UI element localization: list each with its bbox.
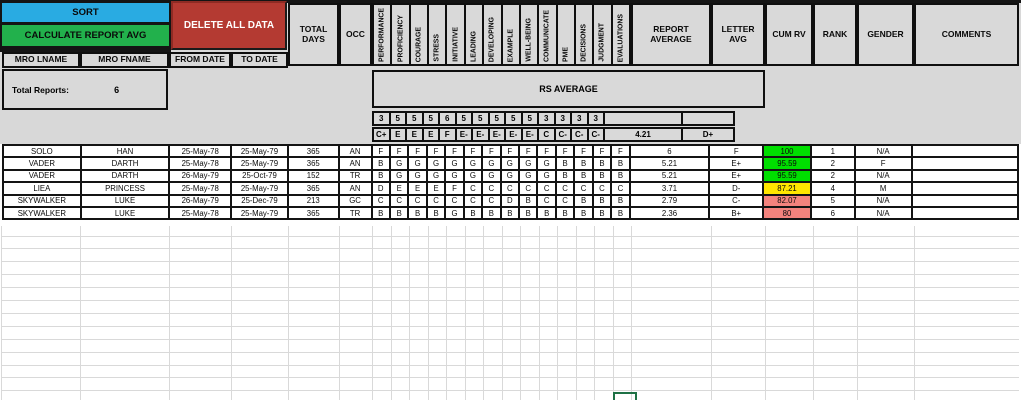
cell-occ[interactable]: AN bbox=[340, 158, 373, 168]
cell-cum-rv[interactable]: 95.59 bbox=[764, 171, 812, 181]
summary-letter-cell[interactable]: E- bbox=[504, 127, 523, 142]
cell-total-days[interactable]: 365 bbox=[289, 146, 340, 156]
cell-gender[interactable]: N/A bbox=[856, 196, 913, 206]
rated-header-label: PROFICIENCY bbox=[397, 14, 405, 62]
delete-all-data-button[interactable]: DELETE ALL DATA bbox=[171, 1, 287, 50]
cell-grade[interactable]: B bbox=[428, 208, 446, 218]
summary-letter-cell[interactable]: E bbox=[405, 127, 424, 142]
cell-grade[interactable]: F bbox=[373, 146, 391, 156]
cell-to-date[interactable]: 25-May-79 bbox=[232, 208, 289, 218]
cell-total-days[interactable]: 213 bbox=[289, 196, 340, 206]
cell-to-date[interactable]: 25-May-79 bbox=[232, 146, 289, 156]
cell-grade[interactable]: C bbox=[428, 196, 446, 206]
cell-lname[interactable]: SKYWALKER bbox=[4, 208, 82, 218]
cell-grade[interactable]: G bbox=[428, 171, 446, 181]
total-reports-value: 6 bbox=[114, 84, 120, 95]
cell-grade[interactable]: G bbox=[502, 171, 520, 181]
cell-grade[interactable]: G bbox=[465, 158, 483, 168]
cell-gender[interactable]: M bbox=[856, 183, 913, 193]
cell-report-average[interactable]: 5.21 bbox=[631, 158, 711, 168]
rated-header-label: COURAGE bbox=[415, 26, 423, 62]
cell-from-date[interactable]: 25-May-78 bbox=[170, 183, 232, 193]
gridline bbox=[1, 248, 1019, 249]
rated-header-label: JUDGMENT bbox=[598, 23, 606, 62]
cell-grade[interactable]: G bbox=[446, 158, 464, 168]
table-row bbox=[2, 169, 1019, 183]
table-row bbox=[2, 144, 1019, 158]
calculate-report-avg-button[interactable]: CALCULATE REPORT AVG bbox=[2, 25, 169, 46]
cell-grade[interactable]: F bbox=[612, 146, 630, 156]
cell-total-days[interactable]: 365 bbox=[289, 208, 340, 218]
gridline bbox=[1, 339, 1019, 340]
cell-grade[interactable]: F bbox=[594, 146, 612, 156]
gridline bbox=[1, 274, 1019, 275]
cell-grade[interactable]: C bbox=[502, 183, 520, 193]
cell-grade[interactable]: B bbox=[575, 171, 593, 181]
cell-grade[interactable]: B bbox=[594, 208, 612, 218]
cell-lname[interactable]: LIEA bbox=[4, 183, 82, 193]
cell-grade[interactable]: B bbox=[612, 196, 630, 206]
header-to-date: TO DATE bbox=[231, 52, 288, 68]
summary-letter-cell[interactable]: E- bbox=[455, 127, 474, 142]
cell-grade[interactable]: B bbox=[538, 208, 556, 218]
gridline bbox=[1, 352, 1019, 353]
gridline bbox=[1, 377, 1019, 378]
cell-grade[interactable]: F bbox=[538, 146, 556, 156]
gridline bbox=[1, 390, 1019, 391]
cell-grade[interactable]: B bbox=[594, 158, 612, 168]
cell-grade[interactable]: G bbox=[391, 158, 409, 168]
cell-grade[interactable]: B bbox=[612, 171, 630, 181]
cell-grade[interactable]: F bbox=[575, 146, 593, 156]
rated-header-label: STRESS bbox=[433, 34, 441, 62]
cell-grade[interactable]: C bbox=[575, 183, 593, 193]
table-row bbox=[2, 206, 1019, 220]
weight-cell[interactable]: 5 bbox=[455, 111, 474, 126]
cell-grade[interactable]: G bbox=[391, 171, 409, 181]
weight-cell[interactable] bbox=[681, 111, 735, 126]
cell-cum-rv[interactable]: 82.07 bbox=[764, 196, 812, 206]
cell-to-date[interactable]: 25-Oct-79 bbox=[232, 171, 289, 181]
weight-cell[interactable]: 6 bbox=[438, 111, 457, 126]
total-reports-label: Total Reports: bbox=[12, 84, 69, 95]
cell-rank[interactable]: 6 bbox=[812, 208, 856, 218]
cell-total-days[interactable]: 365 bbox=[289, 158, 340, 168]
cell-grade[interactable]: F bbox=[483, 146, 501, 156]
cell-grade[interactable]: G bbox=[502, 158, 520, 168]
cell-grade[interactable]: G bbox=[483, 158, 501, 168]
cell-grade[interactable]: F bbox=[557, 146, 575, 156]
cell-report-average[interactable]: 5.21 bbox=[631, 171, 711, 181]
sort-button[interactable]: SORT bbox=[2, 3, 169, 22]
summary-letter-cell[interactable]: E bbox=[422, 127, 441, 142]
cell-grade[interactable]: F bbox=[520, 146, 538, 156]
cell-from-date[interactable]: 26-May-79 bbox=[170, 196, 232, 206]
cell-grade[interactable]: C bbox=[465, 196, 483, 206]
header-report-average: REPORT AVERAGE bbox=[631, 3, 711, 66]
cell-letter-avg[interactable]: E+ bbox=[710, 171, 764, 181]
gridline bbox=[1, 300, 1019, 301]
summary-letter-cell[interactable]: F bbox=[438, 127, 457, 142]
cell-rank[interactable]: 4 bbox=[812, 183, 856, 193]
rated-header-label: PERFORMANCE bbox=[378, 8, 386, 62]
cell-occ[interactable]: GC bbox=[340, 196, 373, 206]
cell-grade[interactable]: B bbox=[391, 208, 409, 218]
cell-grade[interactable]: B bbox=[575, 208, 593, 218]
cell-grade[interactable]: G bbox=[538, 171, 556, 181]
rated-header-label: WELL-BEING bbox=[525, 18, 533, 62]
cell-occ[interactable]: AN bbox=[340, 146, 373, 156]
header-occ: OCC bbox=[339, 3, 372, 66]
cell-rank[interactable]: 2 bbox=[812, 171, 856, 181]
cell-letter-avg[interactable]: B+ bbox=[710, 208, 764, 218]
cell-grade[interactable]: B bbox=[594, 196, 612, 206]
summary-letter-cell[interactable]: C- bbox=[554, 127, 573, 142]
cell-lname[interactable]: SKYWALKER bbox=[4, 196, 82, 206]
rated-header-cell bbox=[503, 5, 521, 64]
summary-letter-cell[interactable]: E- bbox=[471, 127, 490, 142]
rated-header-cell bbox=[558, 5, 576, 64]
cell-grade[interactable]: D bbox=[373, 183, 391, 193]
weights-row bbox=[372, 111, 735, 126]
summary-letter-cell[interactable]: C- bbox=[587, 127, 606, 142]
rated-header-cell bbox=[392, 5, 410, 64]
cell-grade[interactable]: G bbox=[409, 158, 427, 168]
cell-grade[interactable]: C bbox=[446, 196, 464, 206]
weight-cell[interactable]: 5 bbox=[504, 111, 523, 126]
rated-header-cell bbox=[429, 5, 447, 64]
cell-cum-rv[interactable]: 80 bbox=[764, 208, 812, 218]
gridline bbox=[1, 287, 1019, 288]
rated-header-cell bbox=[374, 5, 392, 64]
summary-letters-row bbox=[372, 127, 735, 142]
weight-cell[interactable]: 3 bbox=[587, 111, 606, 126]
cell-fname[interactable]: LUKE bbox=[82, 196, 171, 206]
cell-grade[interactable]: B bbox=[557, 158, 575, 168]
rated-header-cell bbox=[484, 5, 502, 64]
cell-to-date[interactable]: 25-May-79 bbox=[232, 183, 289, 193]
summary-letter-cell[interactable]: E- bbox=[488, 127, 507, 142]
rated-header-label: EXAMPLE bbox=[507, 28, 515, 62]
cell-letter-avg[interactable]: F bbox=[710, 146, 764, 156]
cell-gender[interactable]: F bbox=[856, 158, 913, 168]
cell-fname[interactable]: PRINCESS bbox=[82, 183, 171, 193]
cell-grade[interactable]: C bbox=[465, 183, 483, 193]
cell-grade[interactable]: B bbox=[612, 158, 630, 168]
header-mro-fname: MRO FNAME bbox=[80, 52, 169, 68]
cell-grade[interactable]: C bbox=[557, 196, 575, 206]
cell-comments[interactable] bbox=[913, 196, 1018, 206]
cell-grade[interactable]: B bbox=[373, 158, 391, 168]
table-row bbox=[2, 194, 1019, 208]
cell-rank[interactable]: 5 bbox=[812, 196, 856, 206]
cell-fname[interactable]: DARTH bbox=[82, 158, 171, 168]
summary-letter-cell[interactable]: C- bbox=[570, 127, 589, 142]
rated-header-cell bbox=[521, 5, 539, 64]
gridline bbox=[1, 261, 1019, 262]
cell-grade[interactable]: G bbox=[409, 171, 427, 181]
gridline bbox=[1, 236, 1019, 237]
cell-to-date[interactable]: 25-May-79 bbox=[232, 158, 289, 168]
summary-letter-cell[interactable]: E bbox=[389, 127, 408, 142]
total-reports-box bbox=[2, 69, 168, 110]
cell-grade[interactable]: E bbox=[409, 183, 427, 193]
cell-grade[interactable]: B bbox=[373, 208, 391, 218]
table-row bbox=[2, 181, 1019, 195]
rated-header-cell bbox=[594, 5, 612, 64]
cell-grade[interactable]: E bbox=[391, 183, 409, 193]
cell-total-days[interactable]: 152 bbox=[289, 171, 340, 181]
cell-grade[interactable]: G bbox=[446, 208, 464, 218]
rated-header-label: DECISIONS bbox=[580, 24, 588, 62]
header-mro-lname: MRO LNAME bbox=[2, 52, 80, 68]
cell-grade[interactable]: E bbox=[428, 183, 446, 193]
cell-comments[interactable] bbox=[913, 146, 1018, 156]
weight-cell[interactable]: 3 bbox=[537, 111, 556, 126]
rated-header-cell bbox=[539, 5, 557, 64]
header-comments: COMMENTS bbox=[914, 3, 1019, 66]
rated-header-label: COMMUNICATE bbox=[543, 10, 551, 62]
weight-cell[interactable]: 5 bbox=[521, 111, 540, 126]
cell-grade[interactable]: F bbox=[465, 146, 483, 156]
cell-fname[interactable]: DARTH bbox=[82, 171, 171, 181]
cell-grade[interactable]: C bbox=[483, 183, 501, 193]
cell-grade[interactable]: D bbox=[502, 196, 520, 206]
cell-from-date[interactable]: 25-May-78 bbox=[170, 208, 232, 218]
cell-grade[interactable]: B bbox=[612, 208, 630, 218]
cell-total-days[interactable]: 365 bbox=[289, 183, 340, 193]
cell-report-average[interactable]: 2.79 bbox=[631, 196, 711, 206]
header-from-date: FROM DATE bbox=[169, 52, 231, 68]
summary-letter-cell[interactable]: 4.21 bbox=[603, 127, 683, 142]
cell-to-date[interactable]: 25-Dec-79 bbox=[232, 196, 289, 206]
gridline bbox=[1, 313, 1019, 314]
weight-cell[interactable]: 5 bbox=[405, 111, 424, 126]
cell-grade[interactable]: B bbox=[594, 171, 612, 181]
summary-letter-cell[interactable]: C bbox=[537, 127, 556, 142]
cell-grade[interactable]: G bbox=[428, 158, 446, 168]
cell-grade[interactable]: B bbox=[520, 196, 538, 206]
cell-grade[interactable]: F bbox=[502, 146, 520, 156]
cell-occ[interactable]: AN bbox=[340, 183, 373, 193]
cell-grade[interactable]: G bbox=[446, 171, 464, 181]
cell-grade[interactable]: C bbox=[483, 196, 501, 206]
cell-report-average[interactable]: 3.71 bbox=[631, 183, 711, 193]
weight-cell[interactable]: 3 bbox=[372, 111, 391, 126]
cell-fname[interactable]: HAN bbox=[82, 146, 171, 156]
cell-grade[interactable]: B bbox=[557, 208, 575, 218]
cell-grade[interactable]: B bbox=[483, 208, 501, 218]
cell-rank[interactable]: 2 bbox=[812, 158, 856, 168]
rated-header-label: PME bbox=[562, 47, 570, 62]
cell-letter-avg[interactable]: C- bbox=[710, 196, 764, 206]
cell-gender[interactable]: N/A bbox=[856, 208, 913, 218]
rated-category-headers bbox=[372, 3, 631, 66]
cell-report-average[interactable]: 2.36 bbox=[631, 208, 711, 218]
cell-lname[interactable]: VADER bbox=[4, 171, 82, 181]
header-letter-avg: LETTER AVG bbox=[711, 3, 765, 66]
weight-cell[interactable]: 5 bbox=[389, 111, 408, 126]
weight-cell[interactable]: 3 bbox=[554, 111, 573, 126]
cell-grade[interactable]: G bbox=[538, 158, 556, 168]
header-cum-rv: CUM RV bbox=[765, 3, 813, 66]
cell-grade[interactable]: B bbox=[557, 171, 575, 181]
rated-header-label: INITIATIVE bbox=[452, 27, 460, 62]
header-rank: RANK bbox=[813, 3, 857, 66]
cell-grade[interactable]: B bbox=[373, 171, 391, 181]
cell-grade[interactable]: F bbox=[428, 146, 446, 156]
cell-grade[interactable]: G bbox=[465, 171, 483, 181]
cell-rank[interactable]: 1 bbox=[812, 146, 856, 156]
cell-from-date[interactable]: 26-May-79 bbox=[170, 171, 232, 181]
cell-letter-avg[interactable]: D- bbox=[710, 183, 764, 193]
header-gender: GENDER bbox=[857, 3, 914, 66]
gridline bbox=[1, 365, 1019, 366]
table-row bbox=[2, 156, 1019, 170]
rated-header-label: DEVELOPING bbox=[488, 16, 496, 62]
cell-comments[interactable] bbox=[913, 183, 1018, 193]
cell-grade[interactable]: G bbox=[483, 171, 501, 181]
cell-grade[interactable]: C bbox=[520, 183, 538, 193]
rated-header-label: EVALUATIONS bbox=[617, 13, 625, 62]
rs-average-box: RS AVERAGE bbox=[372, 70, 765, 108]
cell-occ[interactable]: TR bbox=[340, 171, 373, 181]
cell-grade[interactable]: G bbox=[520, 171, 538, 181]
active-cell-selection[interactable] bbox=[613, 392, 637, 400]
rated-header-cell bbox=[466, 5, 484, 64]
cell-comments[interactable] bbox=[913, 158, 1018, 168]
cell-comments[interactable] bbox=[913, 208, 1018, 218]
weight-cell[interactable]: 5 bbox=[488, 111, 507, 126]
cell-from-date[interactable]: 25-May-78 bbox=[170, 146, 232, 156]
rated-header-cell bbox=[576, 5, 594, 64]
cell-from-date[interactable]: 25-May-78 bbox=[170, 158, 232, 168]
cell-grade[interactable]: C bbox=[557, 183, 575, 193]
rated-header-cell bbox=[613, 5, 629, 64]
weight-cell[interactable]: 3 bbox=[570, 111, 589, 126]
cell-grade[interactable]: C bbox=[538, 183, 556, 193]
cell-grade[interactable]: B bbox=[465, 208, 483, 218]
cell-grade[interactable]: F bbox=[446, 183, 464, 193]
cell-grade[interactable]: B bbox=[409, 208, 427, 218]
weight-cell[interactable]: 5 bbox=[471, 111, 490, 126]
cell-grade[interactable]: B bbox=[575, 158, 593, 168]
rated-header-cell bbox=[447, 5, 465, 64]
cell-grade[interactable]: C bbox=[409, 196, 427, 206]
cell-occ[interactable]: TR bbox=[340, 208, 373, 218]
cell-grade[interactable]: C bbox=[391, 196, 409, 206]
rated-header-label: LEADING bbox=[470, 30, 478, 62]
summary-letter-cell[interactable]: D+ bbox=[681, 127, 735, 142]
cell-grade[interactable]: G bbox=[520, 158, 538, 168]
header-total-days: TOTAL DAYS bbox=[288, 3, 339, 66]
cell-comments[interactable] bbox=[913, 171, 1018, 181]
cell-cum-rv[interactable]: 100 bbox=[764, 146, 812, 156]
cell-grade[interactable]: B bbox=[575, 196, 593, 206]
cell-cum-rv[interactable]: 95.59 bbox=[764, 158, 812, 168]
cell-grade[interactable]: B bbox=[520, 208, 538, 218]
cell-grade[interactable]: C bbox=[612, 183, 630, 193]
cell-grade[interactable]: C bbox=[594, 183, 612, 193]
summary-letter-cell[interactable]: C+ bbox=[372, 127, 391, 142]
cell-grade[interactable]: C bbox=[373, 196, 391, 206]
weight-cell[interactable] bbox=[603, 111, 683, 126]
cell-cum-rv[interactable]: 87.21 bbox=[764, 183, 812, 193]
summary-letter-cell[interactable]: E- bbox=[521, 127, 540, 142]
cell-grade[interactable]: F bbox=[446, 146, 464, 156]
rated-header-cell bbox=[411, 5, 429, 64]
cell-fname[interactable]: LUKE bbox=[82, 208, 171, 218]
gridline bbox=[1, 326, 1019, 327]
data-rows bbox=[2, 144, 1019, 220]
cell-grade[interactable]: F bbox=[409, 146, 427, 156]
cell-letter-avg[interactable]: E+ bbox=[710, 158, 764, 168]
cell-grade[interactable]: B bbox=[502, 208, 520, 218]
cell-lname[interactable]: SOLO bbox=[4, 146, 82, 156]
cell-gender[interactable]: N/A bbox=[856, 171, 913, 181]
cell-gender[interactable]: N/A bbox=[856, 146, 913, 156]
cell-lname[interactable]: VADER bbox=[4, 158, 82, 168]
cell-report-average[interactable]: 6 bbox=[631, 146, 711, 156]
weight-cell[interactable]: 5 bbox=[422, 111, 441, 126]
cell-grade[interactable]: F bbox=[391, 146, 409, 156]
cell-grade[interactable]: C bbox=[538, 196, 556, 206]
